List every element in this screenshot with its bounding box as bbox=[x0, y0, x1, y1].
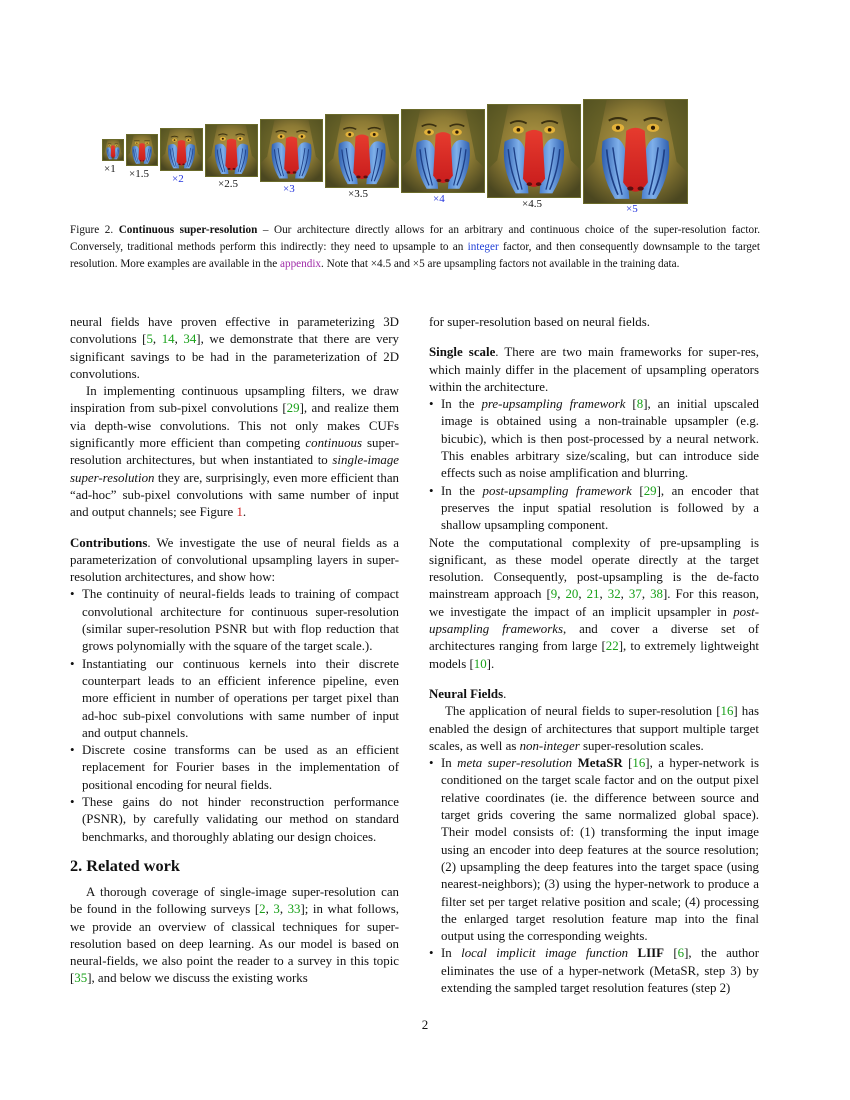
page-number: 2 bbox=[421, 1017, 429, 1032]
emphasis: pre-upsampling framework bbox=[481, 397, 626, 412]
text: ]. For this reason, we investigate the impact of an implicit upsampler in bbox=[429, 587, 759, 619]
text: , bbox=[620, 587, 629, 602]
emphasis: post-upsampling framework bbox=[482, 483, 632, 498]
citation-link[interactable]: 2 bbox=[259, 902, 266, 917]
text: ]; in what follows, we provide an overview of classical techniques for super-resolution based on deep learning. As our model is based on neural-fields, we also point the reader to a survey in this topic [ bbox=[70, 902, 399, 986]
neural-fields-heading-line bbox=[429, 686, 759, 703]
text: . There are two main frameworks for super-res, which mainly differ in the placement of upsampling operators within the architecture. bbox=[429, 345, 759, 394]
text: neural fields have proven effective in parameterizing 3D convolutions [ bbox=[70, 315, 399, 347]
citation-link[interactable]: 21 bbox=[586, 587, 600, 602]
scale-label-x3.5: ×3.5 bbox=[348, 188, 368, 200]
mandrill-image-x4 bbox=[401, 109, 485, 193]
mandrill-image-x1 bbox=[102, 139, 124, 161]
text: ]. bbox=[486, 656, 495, 671]
emphasis: non-integer bbox=[519, 738, 580, 753]
caption-link-integer[interactable]: integer bbox=[467, 241, 499, 253]
scale-label-x5: ×5 bbox=[626, 203, 638, 215]
method-name: LIIF bbox=[637, 946, 664, 961]
text: In the bbox=[441, 397, 482, 412]
caption-body-3: . Note that ×4.5 and ×5 are upsampling factors not available in the training data. bbox=[321, 258, 680, 270]
list-item: • Discrete cosine transforms can be used as an efficient replacement for Fourier bases in the implementation of positional encoding for neural fields. bbox=[70, 742, 399, 794]
single-scale-list bbox=[429, 396, 759, 534]
citation-link[interactable]: 6 bbox=[677, 946, 685, 961]
list-item bbox=[429, 483, 759, 535]
text: A thorough coverage of single-image super-resolution can be found in the following surveys [ bbox=[70, 884, 399, 917]
caption-prefix: Figure 2. bbox=[70, 224, 114, 236]
text: , bbox=[174, 332, 184, 347]
text: ], a hyper-network is conditioned on the target scale factor and on the output pixel relative coordinates (ie. the difference between source and target grids covering the same normalized global space). Their model consists of: (1) transforming the input image using an encoder into deep features at the source resolution; (2) upsampling the deep features into the target space (using nearest-neighbors); (3) using the hyper-network to produce a filter set per target relative position and scale; (4) processing the enlarged target resolution feature map into the final output using the corresponding weights. bbox=[441, 756, 759, 944]
citation-link[interactable]: 5 bbox=[146, 332, 153, 347]
text: In the bbox=[441, 483, 483, 498]
text: ], we demonstrate that there are very significant savings to be had in the parameterization of 2D convolutions. bbox=[70, 332, 399, 381]
text: [ bbox=[663, 946, 678, 961]
contributions-heading: Contributions bbox=[70, 535, 148, 550]
text: , bbox=[641, 587, 651, 602]
mandrill-image-x3 bbox=[260, 119, 323, 182]
scale-label-x1.5: ×1.5 bbox=[129, 168, 149, 180]
citation-link[interactable]: 3 bbox=[273, 902, 280, 917]
scale-label-x3: ×3 bbox=[283, 183, 295, 195]
figure-2-mandrill-strip bbox=[0, 0, 850, 220]
list-item: • These gains do not hinder reconstruction performance (PSNR), by carefully validating our method on standard benchmarks, and thoroughly ablating our design choices. bbox=[70, 794, 399, 846]
citation-link[interactable]: 8 bbox=[636, 397, 644, 412]
mandrill-image-x2 bbox=[160, 128, 203, 171]
emphasis: continuous bbox=[305, 436, 362, 451]
single-scale-heading: Single scale bbox=[429, 345, 496, 360]
emphasis: post-upsampling frameworks bbox=[429, 604, 759, 637]
list-item: • The continuity of neural-fields leads to training of compact convolutional architecture for continuous super-resolution (similar super-resolution PSNR but with flop reduction that grows polynomially with the square of the target scale.). bbox=[70, 586, 399, 655]
citation-link[interactable]: 37 bbox=[628, 587, 642, 602]
text: In bbox=[441, 946, 462, 961]
left-paragraph-2 bbox=[70, 383, 399, 521]
emphasis: local implicit image function bbox=[461, 946, 629, 961]
contributions-list bbox=[70, 586, 399, 845]
text: The application of neural fields to super-resolution [ bbox=[445, 704, 721, 719]
text: they are, surprisingly, even more efficient than “ad-hoc” sub-pixel convolutions with same number of input and output channels; see Figure bbox=[70, 470, 399, 520]
right-paragraph-2 bbox=[429, 703, 759, 755]
method-name: MetaSR bbox=[577, 756, 623, 771]
citation-link[interactable]: 16 bbox=[720, 704, 734, 719]
related-work-paragraph bbox=[70, 884, 399, 988]
citation-link[interactable]: 14 bbox=[161, 332, 175, 347]
mandrill-image-x4.5 bbox=[487, 104, 581, 198]
left-column bbox=[70, 314, 399, 988]
neural-fields-list bbox=[429, 755, 759, 997]
citation-link[interactable]: 10 bbox=[473, 656, 487, 671]
single-scale-paragraph bbox=[429, 344, 759, 396]
text: super-resolution architectures, but when instantiated to bbox=[70, 436, 399, 468]
citation-link[interactable]: 16 bbox=[632, 756, 646, 771]
text: ], to extremely lightweight models [ bbox=[429, 639, 760, 671]
text: In implementing continuous upsampling filters, we draw inspiration from sub-pixel convolutions [ bbox=[70, 384, 399, 416]
citation-link[interactable]: 35 bbox=[74, 971, 88, 986]
caption-body-2: factor, and then consequently downsample to the target resolution. More examples are available in the bbox=[70, 241, 761, 270]
citation-link[interactable]: 32 bbox=[607, 587, 621, 602]
scale-label-x1: ×1 bbox=[104, 163, 116, 175]
list-item bbox=[429, 396, 759, 482]
text: , bbox=[265, 902, 274, 917]
scale-label-x4.5: ×4.5 bbox=[522, 198, 542, 210]
text: , bbox=[599, 587, 608, 602]
text: ], and realize them via depth-wise convolutions. This not only makes CUFs significantly more efficient than competing bbox=[70, 401, 400, 451]
text: , and cover a diverse set of architectures ranging from large [ bbox=[429, 622, 759, 654]
scale-label-x2.5: ×2.5 bbox=[218, 178, 238, 190]
right-paragraph-0: for super-resolution based on neural fields. bbox=[429, 315, 650, 329]
text: . bbox=[503, 686, 507, 701]
section-heading-related-work: 2. Related work bbox=[70, 855, 180, 875]
citation-link[interactable]: 38 bbox=[650, 587, 663, 602]
emphasis: meta super-resolution bbox=[457, 756, 573, 771]
citation-link[interactable]: 20 bbox=[565, 587, 579, 602]
scale-label-x2: ×2 bbox=[172, 173, 184, 185]
text: . We investigate the use of neural fields as a parameterization of convolutional upsampling layers in super-resolution architectures, and show how: bbox=[70, 535, 399, 585]
mandrill-image-x5 bbox=[583, 99, 688, 204]
mandrill-image-x1.5 bbox=[126, 134, 158, 166]
text: , bbox=[152, 332, 162, 347]
caption-title: Continuous super-resolution bbox=[118, 224, 258, 236]
text: Note the computational complexity of pre-upsampling is significant, as these model operate directly at the target resolution. Consequently, post-upsampling is the de-facto mainstream approach [ bbox=[429, 535, 759, 602]
list-item bbox=[429, 945, 759, 997]
citation-link[interactable]: 29 bbox=[643, 483, 657, 498]
text: , bbox=[578, 587, 587, 602]
citation-link[interactable]: 9 bbox=[550, 587, 558, 602]
text: ] has enabled the design of architectures that support multiple target scales, as well as bbox=[429, 704, 759, 753]
caption-link-appendix[interactable]: appendix bbox=[280, 258, 322, 270]
figure-caption bbox=[70, 222, 760, 273]
citation-link[interactable]: 29 bbox=[286, 401, 300, 416]
list-item bbox=[429, 755, 759, 945]
text: , bbox=[557, 587, 566, 602]
right-paragraph-1 bbox=[429, 535, 759, 673]
text: ], an encoder that preserves the input spatial resolution is followed by a shallow upsampling component. bbox=[441, 483, 759, 533]
neural-fields-heading: Neural Fields bbox=[429, 686, 504, 701]
left-paragraph-1 bbox=[70, 314, 399, 383]
text: In bbox=[441, 756, 458, 771]
emphasis: single-image super-resolution bbox=[70, 453, 399, 485]
list-item: • Instantiating our continuous kernels into their discrete counterpart leads to an efficient inference pipeline, even more efficient in number of operations per target pixel than ad-hoc sub-pixel convolutions with same number of input and output channels. bbox=[70, 656, 399, 742]
text: ], and below we discuss the existing works bbox=[87, 971, 308, 986]
text: . bbox=[242, 505, 247, 520]
text: ], an initial upscaled image is obtained using a non-trainable upsampler (e.g. bicubic), which is then post-processed by a neural network. This enables arbitrary size/scaling, but can introduce side effects such as noise amplification and blurring. bbox=[441, 397, 759, 481]
mandrill-image-x3.5 bbox=[325, 114, 399, 188]
citation-link[interactable]: 33 bbox=[287, 902, 301, 917]
text: super-resolution scales. bbox=[579, 738, 704, 753]
figure-ref-link[interactable]: 1 bbox=[236, 505, 243, 520]
citation-link[interactable]: 34 bbox=[183, 332, 197, 347]
caption-body-1: – Our architecture directly allows for an arbitrary and continuous choice of the super-resolution factor. Conversely, traditional methods perform this indirectly: they need to upsample to an bbox=[70, 224, 761, 253]
text: , bbox=[279, 902, 288, 917]
scale-label-x4: ×4 bbox=[433, 193, 445, 205]
citation-link[interactable]: 22 bbox=[605, 639, 619, 654]
contributions-paragraph bbox=[70, 535, 399, 587]
right-column bbox=[429, 314, 759, 997]
mandrill-image-x2.5 bbox=[205, 124, 258, 177]
text: ], the author eliminates the use of a hyper-network (MetaSR, step 3) by extending the sampled target resolution features (step 2) bbox=[441, 946, 760, 995]
text: [ bbox=[622, 756, 633, 771]
text: [ bbox=[625, 397, 637, 412]
text: [ bbox=[631, 483, 644, 498]
